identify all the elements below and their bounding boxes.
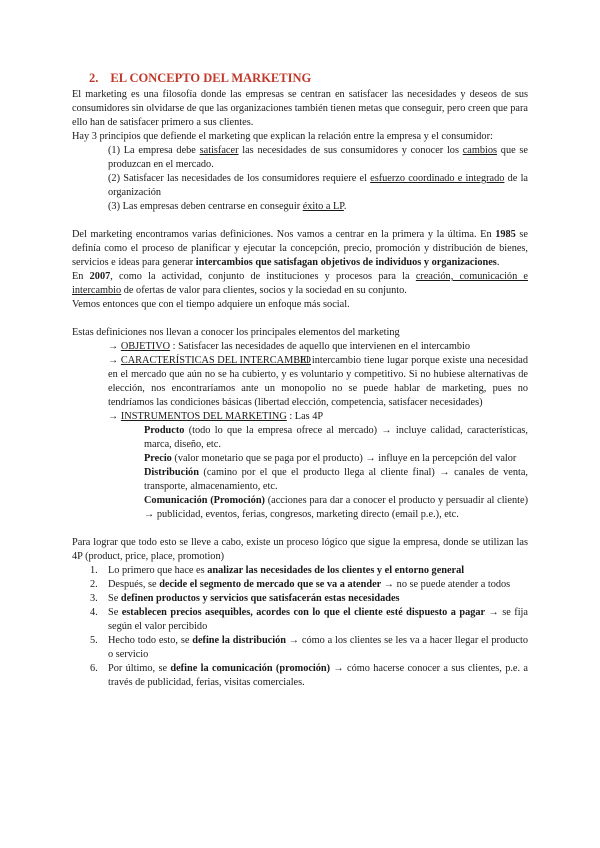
section-number: 2.	[89, 71, 99, 85]
element-objective: → OBJETIVO : Satisfacer las necesidades de aquello que intervienen en el intercambio	[108, 341, 470, 352]
instrument-producto: Producto (todo lo que la empresa ofrece al mercado) → incluye calidad, características, marca, diseño, etc.	[144, 425, 528, 450]
principles-intro: Hay 3 principios que defiende el marketing que explican la relación entre la empresa y el consumidor:	[72, 131, 493, 142]
elements-intro: Estas definiciones nos llevan a conocer los principales elementos del marketing	[72, 327, 400, 338]
process-intro: Para lograr que todo esto se lleve a cabo, existe un proceso lógico que sigue la empresa, donde se utilizan las 4P (product, price, place, promotion)	[72, 537, 528, 562]
instrument-comunicacion: Comunicación (Promoción) (acciones para dar a conocer el producto y persuadir al cliente) → publicidad, eventos, ferias, congresos, marketing directo (email p.e.), etc.	[144, 495, 528, 520]
process-step: 1. Lo primero que hace es analizar las necesidades de los clientes y el entorno general	[90, 565, 465, 576]
process-step: 4. Se establecen precios asequibles, acordes con lo que el cliente esté dispuesto a pagar → se fija según el valor percibido	[90, 607, 528, 632]
definition-2007: En 2007, como la actividad, conjunto de instituciones y procesos para la creación, comunicación e intercambio de ofertas de valor para clientes, socios y la sociedad en su conjunto.	[72, 271, 529, 296]
principle-3: (3) Las empresas deben centrarse en conseguir éxito a LP.	[108, 201, 347, 212]
arrow-icon: →	[108, 341, 119, 352]
process-step: 2. Después, se decide el segmento de mercado que se va a atender → no se puede atender a todos	[90, 579, 511, 590]
element-instruments: → INSTRUMENTOS DEL MARKETING : Las 4P	[108, 411, 324, 422]
arrow-icon: →	[108, 355, 119, 366]
process-steps	[72, 564, 528, 690]
instrument-distribucion: Distribución (camino por el que el producto llega al cliente final) → canales de venta, transporte, almacenamiento, etc.	[144, 467, 528, 492]
social-approach: Vemos entonces que con el tiempo adquiere un enfoque más social.	[72, 299, 350, 310]
process-step: 3. Se definen productos y servicios que satisfacerán estas necesidades	[90, 593, 400, 604]
process-step: 6. Por último, se define la comunicación (promoción) → cómo hacerse conocer a sus clientes, p.e. a través de publicidad, ferias, visitas comerciales.	[90, 663, 528, 688]
document-page	[72, 70, 528, 690]
section-title: EL CONCEPTO DEL MARKETING	[110, 71, 312, 85]
element-characteristics: → CARACTERÍSTICAS DEL INTERCAMBIO	[108, 355, 311, 366]
principle-2: (2) Satisfacer las necesidades de los consumidores requiere el esfuerzo coordinado e integrado de la organización	[108, 173, 528, 198]
arrow-icon: →	[108, 411, 119, 422]
process-step: 5. Hecho todo esto, se define la distribución → cómo a los clientes se les va a hacer llegar el producto o servicio	[90, 635, 528, 660]
section-heading	[89, 70, 528, 86]
definitions-paragraph: Del marketing encontramos varias definiciones. Nos vamos a centrar en la primera y la última. En 1985 se definía como el proceso de planificar y ejecutar la concepción, precio, promoción y distribución de bienes, servicios e ideas para generar intercambios que satisfagan objetivos de individuos y organizaciones.	[72, 229, 529, 268]
characteristics-text: : El intercambio tiene lugar porque existe una necesidad en el mercado que aún no se ha cubierto, y es voluntario y competitivo. Si no hubiese alternativas de elección, nos encontraríamos ante un monopolio no se puede hablar de marketing, pues no tendríamos las condiciones básicas (libertad elección, competencia, satisfacer necesidades)	[108, 355, 528, 408]
instrument-precio: Precio (valor monetario que se paga por el producto) → influye en la percepción del valor	[144, 453, 517, 464]
intro-paragraph: El marketing es una filosofía donde las empresas se centran en satisfacer las necesidades y deseos de sus consumidores sin olvidarse de que las organizaciones también tienen metas que conseguir, pero creen que para ello han de satisfacer primero a sus clientes.	[72, 89, 528, 128]
principle-1: (1) La empresa debe satisfacer las necesidades de sus consumidores y conocer los cambios que se produzcan en el mercado.	[108, 145, 528, 170]
